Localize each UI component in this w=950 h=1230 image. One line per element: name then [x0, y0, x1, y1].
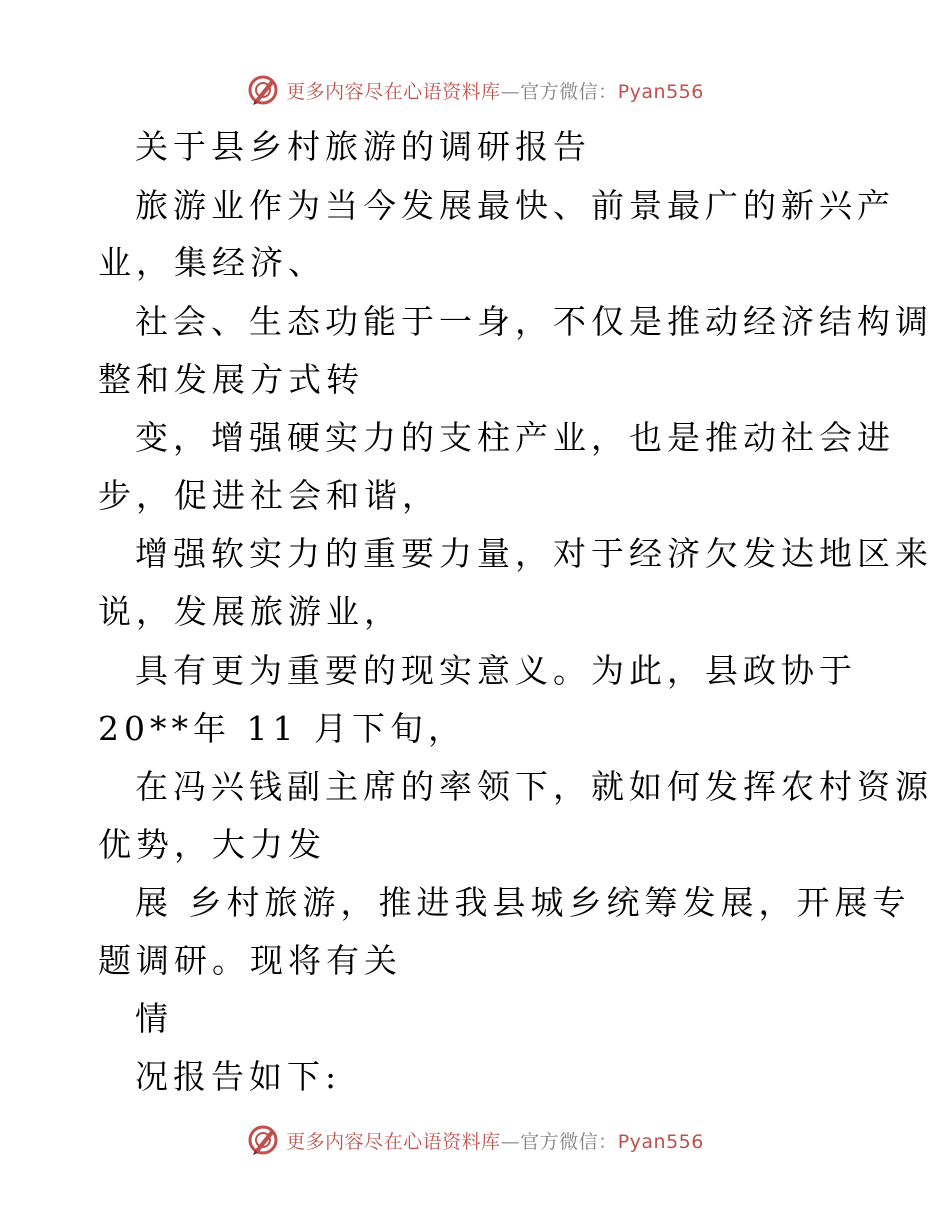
- paragraph-line: 况报告如下:: [135, 1057, 342, 1096]
- watermark-text: [286, 1127, 704, 1154]
- paragraph-line: 步，促进社会和谐，: [98, 476, 440, 515]
- paragraph-line: 说，发展旅游业，: [98, 592, 402, 631]
- paragraph-line: 展 乡村旅游，推进我县城乡统筹发展，开展专: [135, 883, 911, 922]
- paragraph-line: 题调研。现将有关: [98, 941, 402, 980]
- paragraph-line: 社会、生态功能于一身，不仅是推动经济结构调: [135, 302, 933, 341]
- watermark-wechat-label: 官方微信：: [520, 1130, 618, 1153]
- paragraph-line: 在冯兴钱副主席的率领下，就如何发挥农村资源: [135, 767, 933, 806]
- watermark-brand: 更多内容尽在心语资料库: [286, 1130, 501, 1153]
- watermark-separator: —: [500, 1130, 521, 1153]
- pen-circle-logo-icon: [246, 1123, 280, 1157]
- paragraph-line: 增强软实力的重要力量，对于经济欠发达地区来: [135, 534, 933, 573]
- header-watermark: [0, 70, 950, 110]
- paragraph-line: 优势，大力发: [98, 825, 326, 864]
- watermark-separator: —: [500, 80, 521, 103]
- paragraph-line: 变，增强硬实力的支柱产业，也是推动社会进: [135, 418, 895, 457]
- watermark-account: Pyan556: [617, 1130, 704, 1153]
- paragraph-line: 20**年 11 月下旬，: [98, 709, 466, 748]
- watermark-account: Pyan556: [617, 80, 704, 103]
- paragraph-line: 业，集经济、: [98, 243, 326, 282]
- paragraph-line: 整和发展方式转: [98, 360, 364, 399]
- watermark-brand: 更多内容尽在心语资料库: [286, 80, 501, 103]
- watermark-text: [286, 77, 704, 104]
- pen-circle-logo-icon: [246, 73, 280, 107]
- paragraph-line: 情: [135, 999, 173, 1038]
- document-title: 关于县乡村旅游的调研报告: [135, 127, 591, 166]
- watermark-wechat-label: 官方微信：: [520, 80, 618, 103]
- paragraph-line: 旅游业作为当今发展最快、前景最广的新兴产: [135, 186, 895, 225]
- footer-watermark: [0, 1120, 950, 1160]
- paragraph-line: 具有更为重要的现实意义。为此，县政协于: [135, 651, 857, 690]
